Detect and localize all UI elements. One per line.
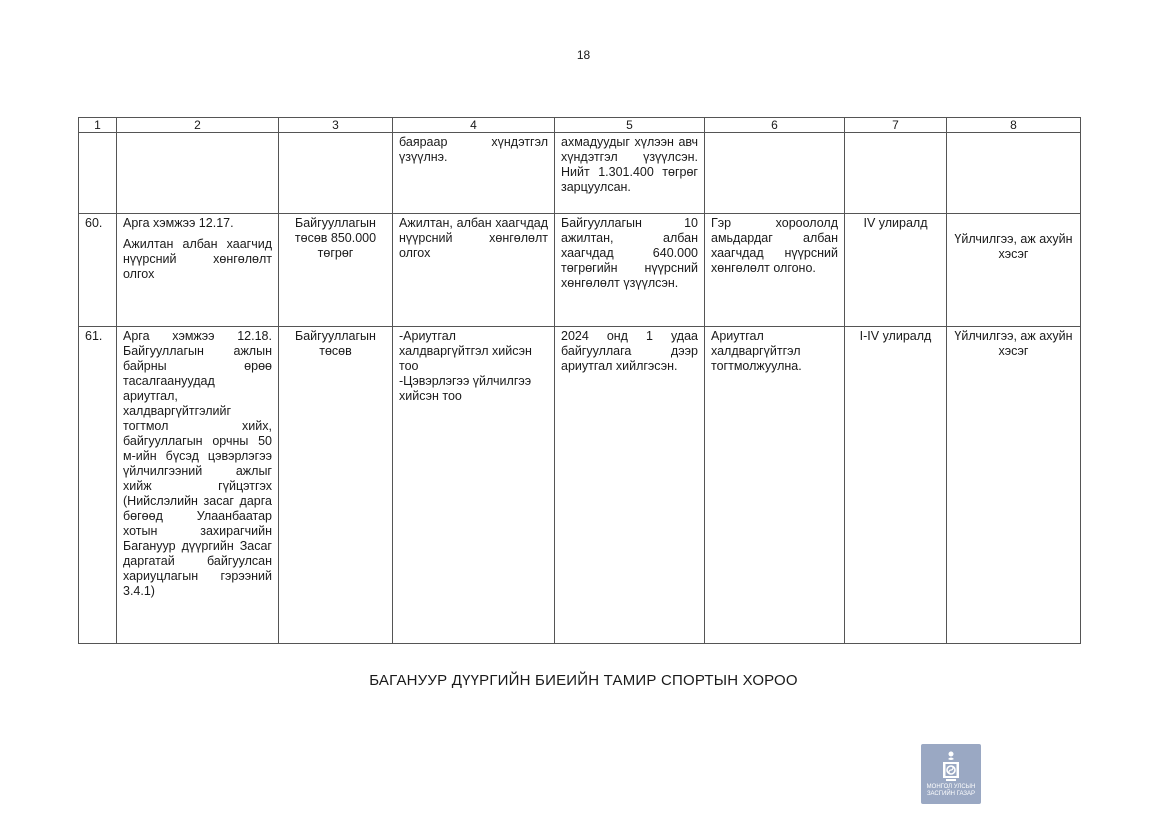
header-cell-4: 4 bbox=[393, 118, 555, 133]
cell-empty bbox=[117, 133, 279, 214]
responsible-cell: Үйлчилгээ, аж ахуйн хэсэг bbox=[947, 214, 1081, 327]
table-row-60 bbox=[79, 214, 1081, 327]
cell-empty bbox=[79, 133, 117, 214]
funding-cell: Байгууллагын төсөв bbox=[279, 327, 393, 644]
measure-cell: Арга хэмжээ 12.18. Байгууллагын ажлын байрны өрөө тасалгаануудад ариутгал, халдваргүйтгэлийг тогтмол хийх, байгууллагын орчны 50 м-ийн бүсэд цэвэрлэгээ үйлчилгээний ажлыг хийж гүйцэтгэх (Нийслэлийн засаг дарга бөгөөд Улаанбаатар хотын захирагчийн Багануур дүүргийн Засаг даргатай байгуулсан хариуцлагын гэрээний 3.4.1) bbox=[117, 327, 279, 644]
header-cell-5: 5 bbox=[555, 118, 705, 133]
indicator-line: -Цэвэрлэгээ үйлчилгээ хийсэн тоо bbox=[399, 374, 532, 403]
header-cell-3: 3 bbox=[279, 118, 393, 133]
header-cell-8: 8 bbox=[947, 118, 1081, 133]
progress-cell: Байгууллагын 10 ажилтан, албан хаагчдад 640.000 төгрөгийн нүүрсний хөнгөлөлт үзүүлсэн. bbox=[555, 214, 705, 327]
page-number: 18 bbox=[576, 48, 591, 62]
responsible-cell: Үйлчилгээ, аж ахуйн хэсэг bbox=[947, 327, 1081, 644]
cell-empty bbox=[947, 133, 1081, 214]
measure-description: Ажилтан албан хаагчид нүүрсний хөнгөлөлт олгох bbox=[123, 237, 272, 281]
period-cell: IV улиралд bbox=[845, 214, 947, 327]
row-number: 60. bbox=[79, 214, 117, 327]
period-cell: I-IV улиралд bbox=[845, 327, 947, 644]
section-heading: БАГАНУУР ДҮҮРГИЙН БИЕИЙН ТАМИР СПОРТЫН ХОРОО bbox=[369, 672, 798, 689]
cell-empty bbox=[845, 133, 947, 214]
emblem-text bbox=[927, 784, 976, 798]
header-cell-7: 7 bbox=[845, 118, 947, 133]
header-cell-6: 6 bbox=[705, 118, 845, 133]
funding-cell: Байгууллагын төсөв 850.000 төгрөг bbox=[279, 214, 393, 327]
table-row-61 bbox=[79, 327, 1081, 644]
header-row bbox=[79, 118, 1081, 133]
government-emblem bbox=[921, 744, 981, 804]
continuation-indicator: баяраар хүндэтгэл үзүүлнэ. bbox=[393, 133, 555, 214]
measure-cell bbox=[117, 214, 279, 327]
row-number: 61. bbox=[79, 327, 117, 644]
indicator-cell: Ажилтан, албан хаагчдад нүүрсний хөнгөлөлт олгох bbox=[393, 214, 555, 327]
plan-cell: Ариутгал халдваргүйтгэл тогтмолжуулна. bbox=[705, 327, 845, 644]
progress-cell: 2024 онд 1 удаа байгууллага дээр ариутгал хийлгэсэн. bbox=[555, 327, 705, 644]
cell-empty bbox=[279, 133, 393, 214]
continuation-progress: ахмадуудыг хүлээн авч хүндэтгэл үзүүлсэн. Нийт 1.301.400 төгрөг зарцуулсан. bbox=[555, 133, 705, 214]
header-cell-2: 2 bbox=[117, 118, 279, 133]
plan-cell: Гэр хороололд амьдардаг албан хаагчдад нүүрсний хөнгөлөлт олгоно. bbox=[705, 214, 845, 327]
plan-table bbox=[78, 117, 1081, 644]
soyombo-emblem-icon bbox=[937, 750, 965, 782]
indicator-line: -Ариутгал халдваргүйтгэл хийсэн тоо bbox=[399, 329, 532, 373]
emblem-text-line: ЗАСГИЙН ГАЗАР bbox=[926, 791, 976, 797]
header-cell-1: 1 bbox=[79, 118, 117, 133]
table-row-continuation bbox=[79, 133, 1081, 214]
cell-empty bbox=[705, 133, 845, 214]
emblem-text-line: МОНГОЛ УЛСЫН bbox=[926, 784, 976, 790]
measure-title: Арга хэмжээ 12.17. bbox=[123, 216, 234, 230]
indicator-cell bbox=[393, 327, 555, 644]
